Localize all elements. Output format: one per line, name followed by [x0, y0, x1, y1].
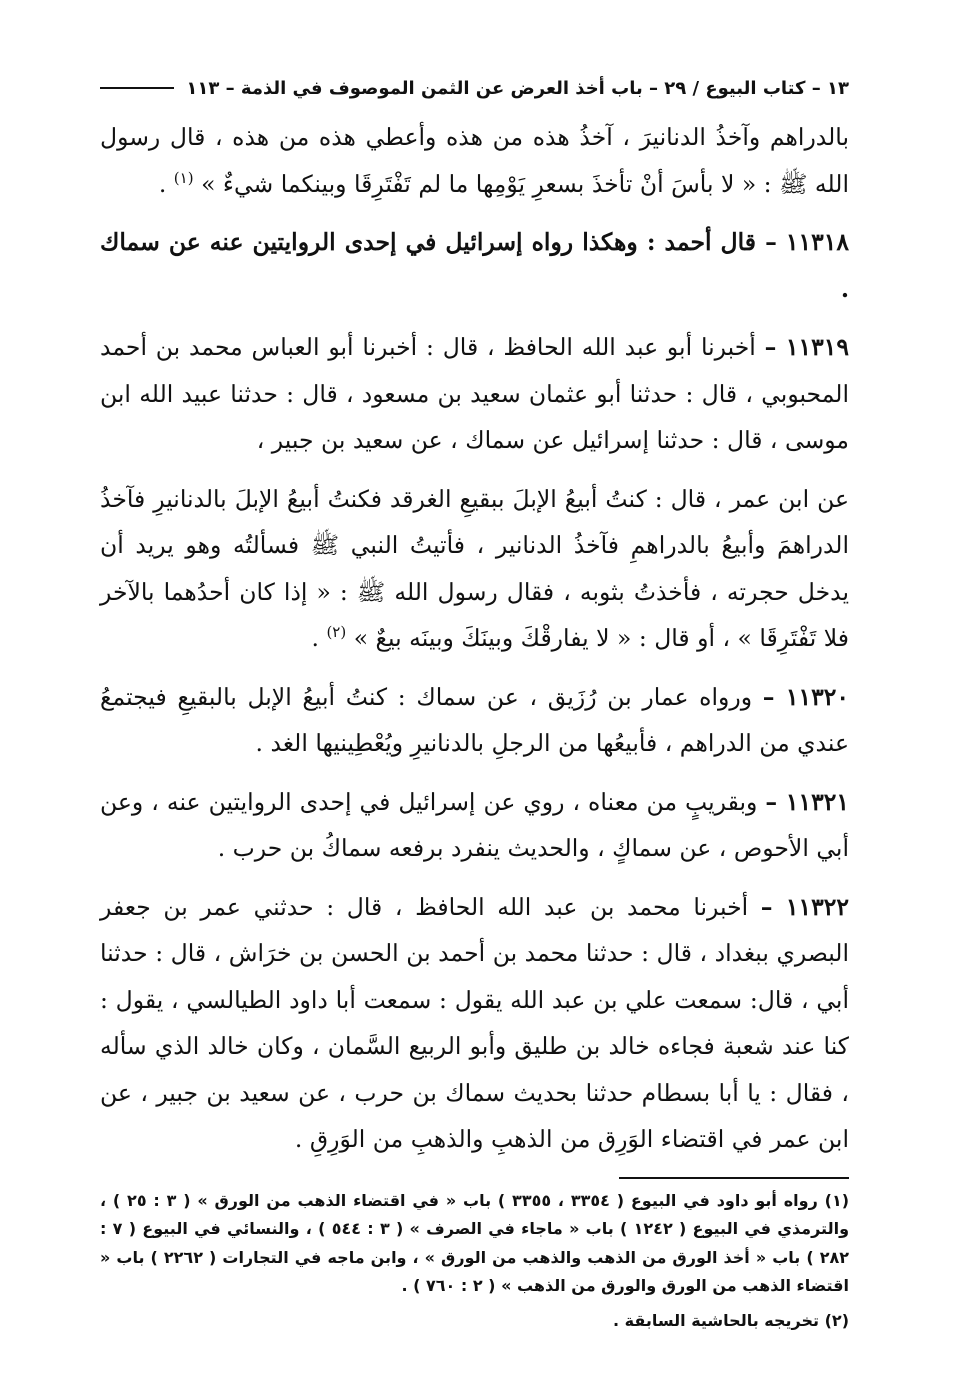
main-text	[100, 114, 849, 1163]
paragraph-11322	[100, 884, 849, 1163]
paragraph-text: قال أحمد : وهكذا رواه إسرائيل في إحدى الروايتين عنه عن سماك .	[100, 228, 849, 303]
hadith-number: ١١٣٢٠ –	[762, 682, 849, 711]
paragraph-11321	[100, 779, 849, 872]
paragraph-11319	[100, 324, 849, 464]
footnote-reference: (٢)	[326, 623, 347, 642]
paragraph-end: .	[158, 169, 174, 198]
paragraph-text: ورواه عمار بن رُزَيق ، عن سماك : كنتُ أبيعُ الإبل بالبقيعِ فيجتمعُ عندي من الدراهم ، فأبيعُها من الرجلِ بالدنانيرِ ويُعْطِينيها الغد .	[100, 682, 849, 757]
paragraph-text: عن ابن عمر ، قال : كنتُ أبيعُ الإبلَ ببقيعِ الغرقد فكنتُ أبيعُ الإبلَ بالدنانيرِ فآخذُ الدراهمَ وأبيعُ بالدراهمِ فآخذُ الدنانير ، فأتيتُ النبي ﷺ فسألتُه وهو يريد أن يدخل حجرته ، فأخذتُ بثوبه ، فقال رسول الله ﷺ : « إذا كان أحدُهما بالآخر فلا تَفْتَرِقَا » ، أو قال : « لا يفارقْكَ وبينَكَ وبينَه بيعٌ »	[100, 484, 849, 652]
footnote-separator	[619, 1177, 849, 1179]
book-page	[100, 70, 849, 1379]
running-head	[100, 70, 849, 106]
paragraph-text: أخبرنا محمد بن عبد الله الحافظ ، قال : حدثني عمر بن جعفر البصري ببغداد ، قال : حدثنا محمد بن أحمد بن الحسن بن خرَاش ، قال : حدثنا أبي ، قال: سمعت علي بن عبد الله يقول : سمعت أبا داود الطيالسي ، يقول : كنا عند شعبة فجاءه خالد بن طليق وأبو الربيع السَّمان ، وكان خالد الذي سأله ، فقال : يا أبا بسطام حدثنا بحديث سماك بن حرب ، عن سعيد بن جبير ، عن ابن عمر في اقتضاء الوَرِق من الذهبِ والذهبِ من الوَرِقِ .	[100, 892, 849, 1153]
paragraph-11318	[100, 219, 849, 312]
footnote-1: (١) رواه أبو داود في البيوع ( ٣٣٥٤ ، ٣٣٥٥ ) باب « في اقتضاء الذهب من الورق » ( ٣ : ٢٥ ) ، والترمذي في البيوع ( ١٢٤٢ ) باب « ماجاء في الصرف » ( ٣ : ٥٤٤ ) ، والنسائي في البيوع ( ٧ : ٢٨٢ ) باب « أخذ الورق من الذهب والذهب من الورق » ، وابن ماجه في التجارات ( ٢٢٦٢ ) باب « اقتضاء الذهب من الورق والورق من الذهب » ( ٢ : ٧٦٠ ) .	[100, 1190, 850, 1295]
footnotes	[100, 1187, 849, 1336]
paragraph-end: .	[311, 624, 327, 652]
paragraph-continuation	[100, 114, 849, 207]
paragraph-matn	[100, 476, 849, 662]
paragraph-text: وبقريبٍ من معناه ، روي عن إسرائيل في إحدى الروايتين عنه ، وعن أبي الأحوص ، عن سماكٍ ، والحديث ينفرد برفعه سماكُ بن حرب .	[100, 787, 849, 862]
footnote-reference: (١)	[173, 168, 194, 187]
paragraph-text: بالدراهم وآخذُ الدنانيرَ ، آخذُ هذه من هذه وأعطي هذه من هذه ، قال رسول الله ﷺ : « لا بأسَ أنْ تأخذَ بسعرِ يَوْمِها ما لم تَفْتَرِقَا وبينكما شيءٌ »	[100, 123, 849, 198]
running-title: ١٣ – كتاب البيوع / ٢٩ – باب أخذ العرض عن الثمن الموصوف في الذمة – ١١٣	[186, 77, 849, 99]
paragraph-11320	[100, 674, 849, 767]
hadith-number: ١١٣٢٢ –	[760, 892, 849, 921]
header-rule	[100, 87, 174, 89]
hadith-number: ١١٣١٩ –	[764, 333, 849, 361]
paragraph-text: أخبرنا أبو عبد الله الحافظ ، قال : أخبرنا أبو العباس محمد بن أحمد المحبوبي ، قال : حدثنا أبو عثمان سعيد بن مسعود ، قال : حدثنا عبيد الله ابن موسى ، قال : حدثنا إسرائيل عن سماك ، عن سعيد بن جبير ،	[100, 333, 849, 454]
hadith-number: ١١٣٢١ –	[765, 787, 849, 816]
hadith-number: ١١٣١٨ –	[765, 228, 849, 256]
footnote-2: (٢) تخريجه بالحاشية السابقة .	[612, 1310, 849, 1330]
